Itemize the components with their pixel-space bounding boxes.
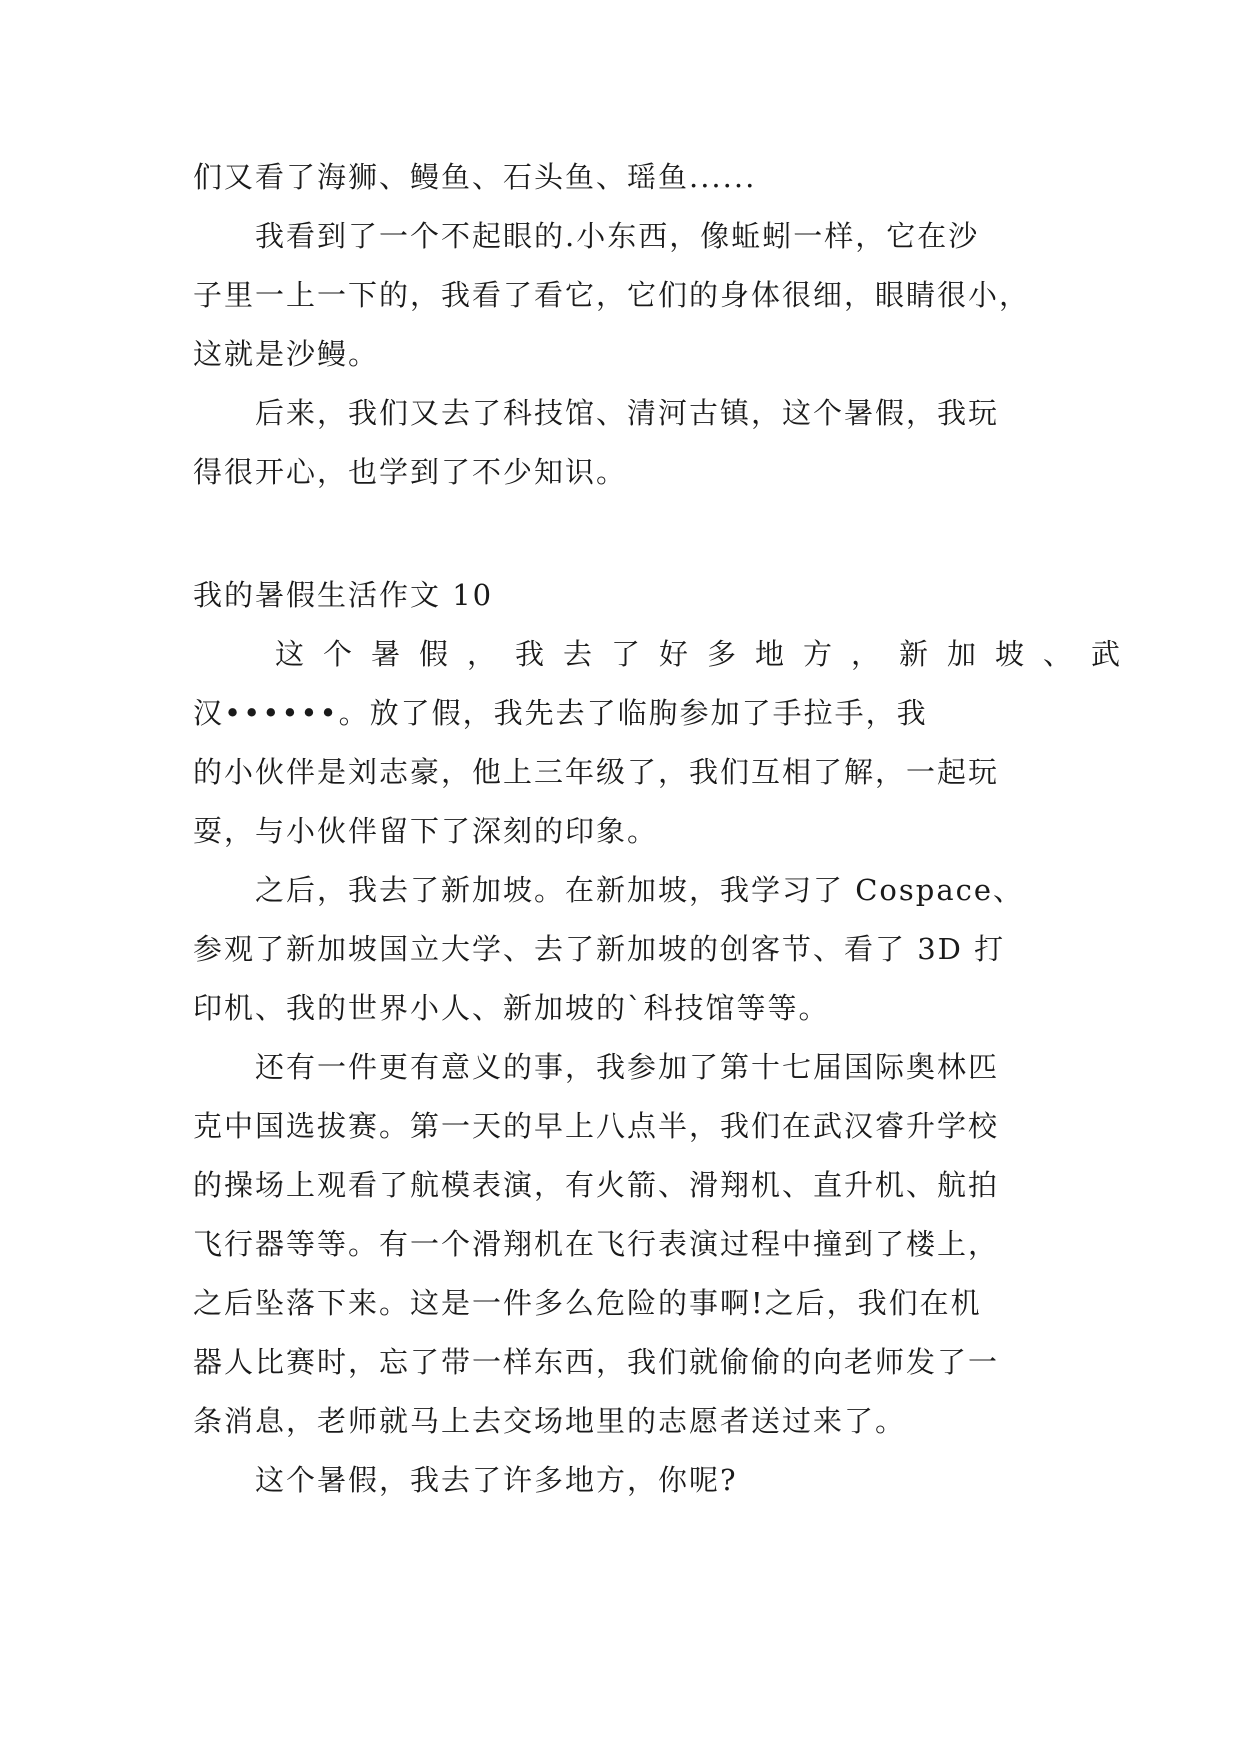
text-line: 器人比赛时，忘了带一样东西，我们就偷偷的向老师发了一	[193, 1345, 1000, 1379]
text-line: 参观了新加坡国立大学、去了新加坡的创客节、看了 3D 打	[193, 932, 1006, 966]
text-line: 之后，我去了新加坡。在新加坡，我学习了 Cospace、	[255, 873, 1025, 907]
text-line: 的小伙伴是刘志豪，他上三年级了，我们互相了解，一起玩	[193, 755, 1000, 789]
essay-section-10	[193, 625, 1140, 1510]
text-line: 们又看了海狮、鳗鱼、石头鱼、瑶鱼......	[193, 160, 757, 194]
text-line: 得很开心，也学到了不少知识。	[193, 455, 628, 489]
text-line: 后来，我们又去了科技馆、清河古镇，这个暑假，我玩	[255, 396, 1000, 430]
text-line: 耍，与小伙伴留下了深刻的印象。	[193, 814, 659, 848]
text-line: 这个暑假，我去了好多地方，新加坡、武	[275, 637, 1140, 671]
text-line: 这个暑假，我去了许多地方，你呢?	[255, 1463, 738, 1497]
essay-section-previous	[193, 148, 1053, 502]
text-line: 子里一上一下的，我看了看它，它们的身体很细，眼睛很小，	[193, 278, 1031, 312]
text-line: 之后坠落下来。这是一件多么危险的事啊!之后，我们在机	[193, 1286, 982, 1320]
essay-title: 我的暑假生活作文 10	[193, 578, 494, 612]
text-line: 印机、我的世界小人、新加坡的`科技馆等等。	[193, 991, 830, 1025]
text-line: 还有一件更有意义的事，我参加了第十七届国际奥林匹	[255, 1050, 1000, 1084]
text-line: 这就是沙鳗。	[193, 337, 380, 371]
text-line: 条消息，老师就马上去交场地里的志愿者送过来了。	[193, 1404, 907, 1438]
text-line: 的操场上观看了航模表演，有火箭、滑翔机、直升机、航拍	[193, 1168, 1000, 1202]
text-line: 飞行器等等。有一个滑翔机在飞行表演过程中撞到了楼上，	[193, 1227, 1000, 1261]
text-line: 汉••••••。放了假，我先去了临朐参加了手拉手，我	[193, 696, 928, 730]
text-line: 我看到了一个不起眼的.小东西，像蚯蚓一样，它在沙	[255, 219, 980, 253]
text-line: 克中国选拔赛。第一天的早上八点半，我们在武汉睿升学校	[193, 1109, 1000, 1143]
